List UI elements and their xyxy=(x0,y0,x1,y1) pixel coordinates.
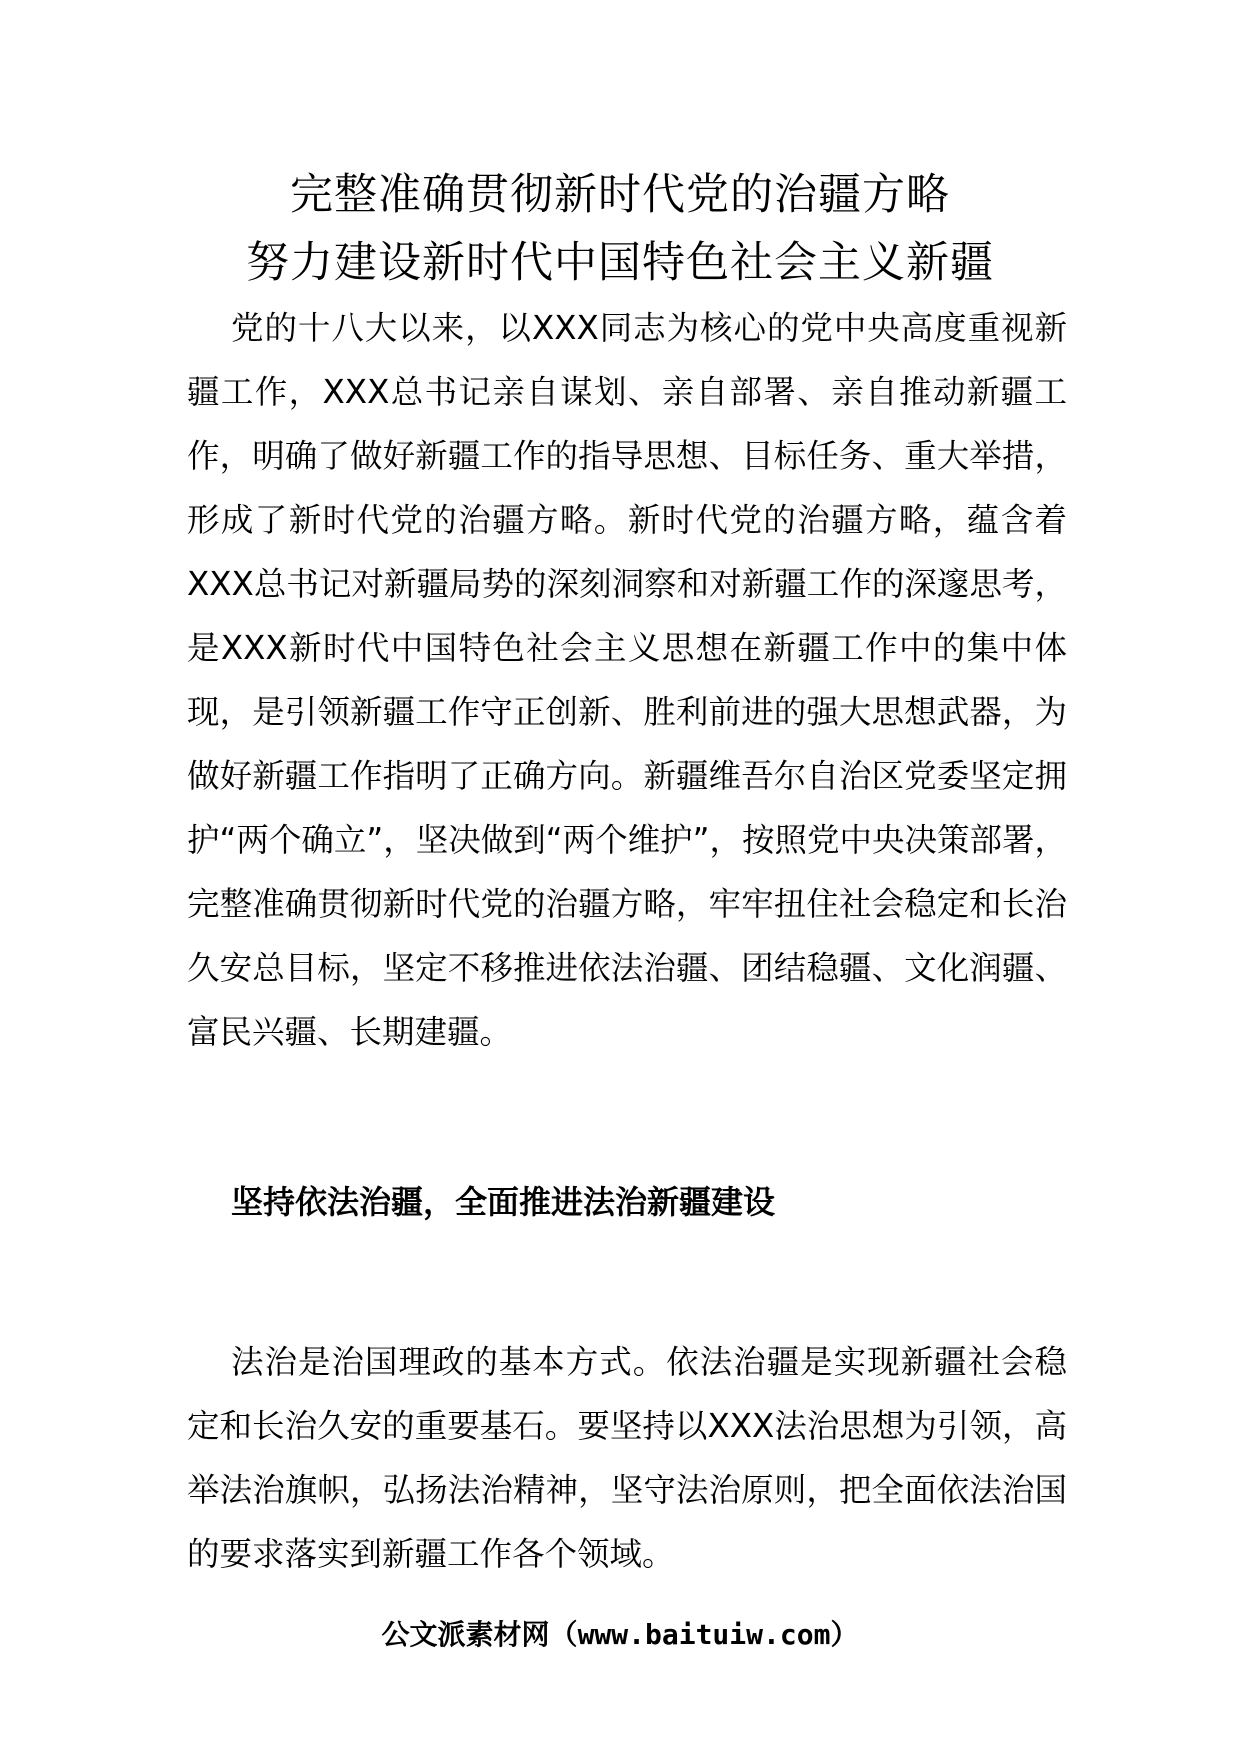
footer-watermark xyxy=(0,1615,1240,1655)
footer-site-name: 公文派素材网 xyxy=(381,1618,550,1651)
intro-paragraph: 党的十八大以来，以XXX同志为核心的党中央高度重视新疆工作，XXX总书记亲自谋划、亲自部署、亲自推动新疆工作，明确了做好新疆工作的指导思想、目标任务、重大举措，形成了新时代党的治疆方略。新时代党的治疆方略，蕴含着XXX总书记对新疆局势的深刻洞察和对新疆工作的深邃思考，是XXX新时代中国特色社会主义思想在新疆工作中的集中体现，是引领新疆工作守正创新、胜利前进的强大思想武器，为做好新疆工作指明了正确方向。新疆维吾尔自治区党委坚定拥护“两个确立”，坚决做到“两个维护”，按照党中央决策部署，完整准确贯彻新时代党的治疆方略，牢牢扭住社会稳定和长治久安总目标，坚定不移推进依法治疆、团结稳疆、文化润疆、富民兴疆、长期建疆。 xyxy=(187,309,1067,1051)
document-title-line-1: 完整准确贯彻新时代党的治疆方略 xyxy=(290,170,950,220)
section-paragraph: 法治是治国理政的基本方式。依法治疆是实现新疆社会稳定和长治久安的重要基石。要坚持以XXX法治思想为引领，高举法治旗帜，弘扬法治精神，坚守法治原则，把全面依法治国的要求落实到新疆工作各个领域。 xyxy=(187,1343,1067,1573)
footer-paren-open: （ xyxy=(549,1618,578,1651)
section-heading: 坚持依法治疆，全面推进法治新疆建设 xyxy=(231,1183,776,1221)
document-title-line-2: 努力建设新时代中国特色社会主义新疆 xyxy=(246,238,994,288)
footer-paren-close: ） xyxy=(830,1618,859,1651)
footer-url: www.baituiw.com xyxy=(577,1618,831,1651)
